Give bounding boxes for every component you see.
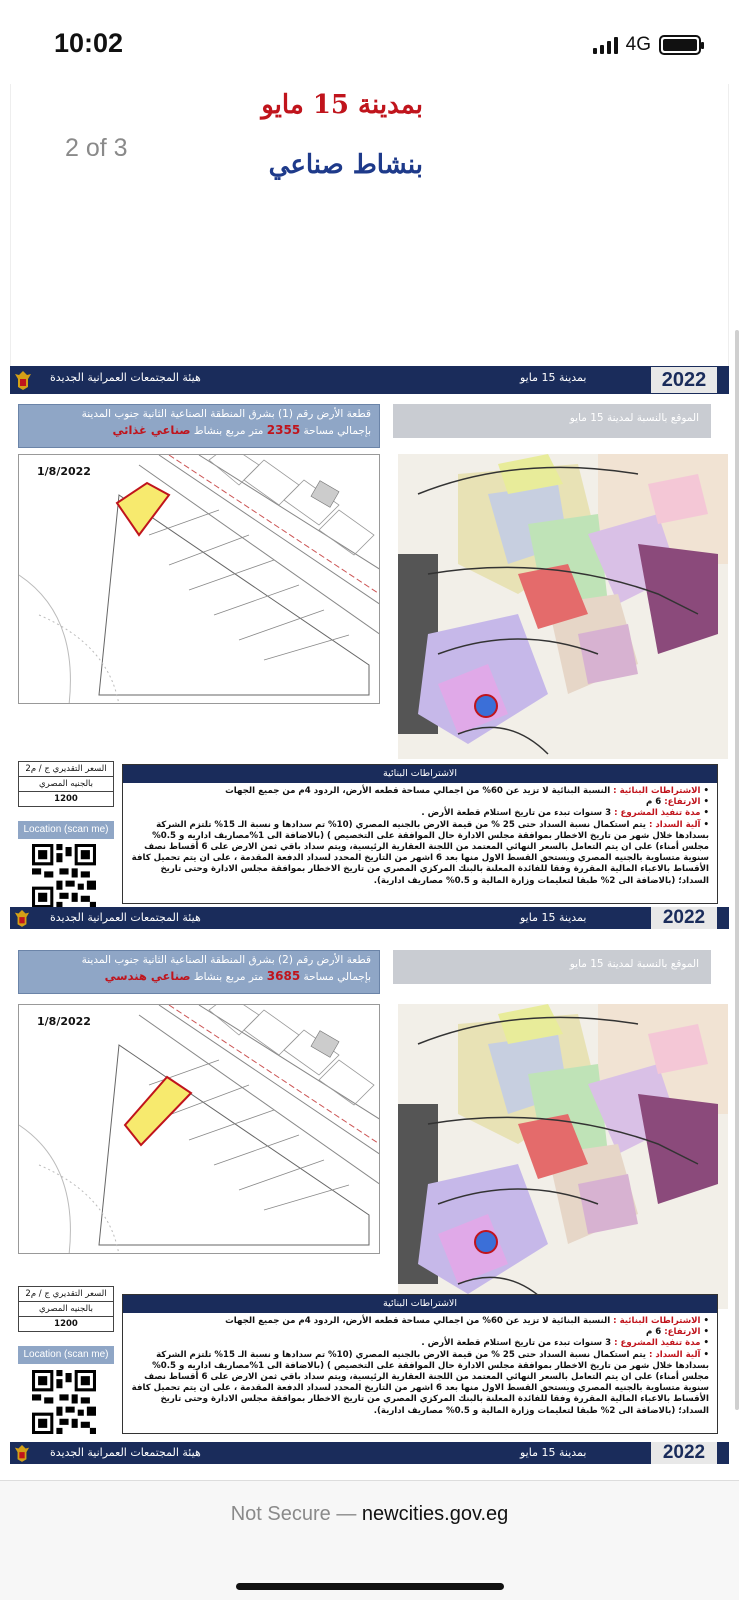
plot-title: قطعة الأرض رقم (1) بشرق المنطقة الصناعية الثانية جنوب المدينة: [81, 408, 371, 420]
slide-city: بمدينة 15 مايو: [520, 371, 587, 384]
plot-area: 2355: [266, 423, 301, 437]
sketch-date: 1/8/2022: [37, 465, 91, 478]
location-title: الموقع بالنسبة لمدينة 15 مايو: [393, 404, 711, 438]
page-title-city: بمدينة 15 مايو: [261, 90, 423, 120]
sketch-drawing: [19, 455, 380, 704]
plot-activity: صناعي هندسي: [104, 969, 191, 983]
not-secure-label: Not Secure: [230, 1503, 331, 1525]
price-currency: بالجنيه المصري: [19, 1302, 113, 1317]
signal-icon: [593, 36, 618, 54]
address-text[interactable]: Not Secure — newcities.gov.eg: [230, 1503, 509, 1525]
conditions-body: • الاشتراطات البنائية : النسبة البنائية لا تزيد عن 60% من اجمالي مساحة قطعه الأرض، الردود 4م من جميع الجهات • الارتفاع: 6 م • مدة تنفيذ المشروع : 3 سنوات تبدء من تاريخ استلام قطعة الأرض . • آلية السداد : يتم استكمال نسبة السداد حتى 25 % من قيمة الارض بالجنيه المصري (10% تم سدادها و نسبة الـ 15% تلتزم الشركة بسدادها خلال شهر من تاريخ الاخطار بموافقة مجلس الادارة حال الموافقة على التخصيص ) (بالاضافة الى 1%مصاريف اداريه و 0.5% مجلس أمناء) على ان يتم التعامل بالسعر النهائي المعتمد من اللجنة العقارية الرئيسية، ويتم سداد باقي ثمن الارض على 6 أقساط نصف سنوية متساوية بالجنيه المصري ويستحق القسط الاول منها بعد 6 اشهر من التاريخ المحدد لسداد الدفعة المقدمة ، على ان يتم تحميل كافة الأقساط بالاعباء المالية المقررة وفقا للفائدة المعلنة بالبنك المركزي المصري من تاريخ الاخطار بموافقة مجلس الادارة وحتى تاريخ السداد؛ (بالاضافة الى 2% طبقا لتعليمات وزارة المالية و 0.5% مصاريف ادارية).: [131, 786, 709, 886]
slide-year: 2022: [651, 367, 717, 393]
status-indicators: [593, 34, 701, 56]
location-marker-icon: [475, 695, 497, 717]
price-header: السعر التقديري ج / م2: [19, 1287, 113, 1302]
qr-code-icon[interactable]: [32, 1370, 96, 1434]
url-domain: newcities.gov.eg: [361, 1503, 509, 1525]
conditions-title: الاشتراطات البنائية: [123, 765, 717, 783]
plot-activity: صناعي غذائي: [112, 423, 191, 437]
price-currency: بالجنيه المصري: [19, 777, 113, 792]
plot-title: قطعة الأرض رقم (2) بشرق المنطقة الصناعية الثانية جنوب المدينة: [81, 954, 371, 966]
document-page-top: [10, 84, 729, 366]
scrollbar[interactable]: [735, 330, 739, 1410]
egypt-eagle-icon: [14, 908, 30, 928]
page-title-activity: بنشاط صناعي: [268, 150, 423, 180]
egypt-eagle-icon: [14, 369, 32, 391]
plot-slide-1: [10, 366, 729, 928]
plot-sketch: [18, 1004, 380, 1254]
slide-footer: هيئة المجتمعات العمرانية الجديدة بمدينة 15 مايو 2022: [10, 1442, 729, 1464]
plot-area-line: بإجمالي مساحة 2355 متر مربع بنشاط صناعي غذائي: [112, 423, 371, 437]
plot-slide-2: [10, 934, 729, 1479]
status-bar: [0, 0, 739, 84]
plot-description: [18, 950, 380, 994]
slide-footer: هيئة المجتمعات العمرانية الجديدة بمدينة 15 مايو 2022: [10, 907, 729, 929]
network-type: 4G: [625, 34, 651, 55]
location-marker-icon: [475, 1231, 497, 1253]
price-table: [18, 761, 114, 807]
qr-code-icon[interactable]: [32, 844, 96, 908]
battery-icon: [659, 35, 701, 55]
location-title: الموقع بالنسبة لمدينة 15 مايو: [393, 950, 711, 984]
map-drawing: [398, 1004, 728, 1309]
location-scan-button[interactable]: Location (scan me): [18, 821, 114, 839]
egypt-eagle-icon: [14, 1443, 30, 1463]
conditions-box: [122, 1294, 718, 1434]
plot-area-line: بإجمالي مساحة 3685 متر مربع بنشاط صناعي هندسي: [104, 969, 371, 983]
slide-header: [10, 366, 729, 394]
conditions-title: الاشتراطات البنائية: [123, 1295, 717, 1313]
slide-org: هيئة المجتمعات العمرانية الجديدة: [50, 371, 201, 384]
city-location-map: [398, 454, 728, 759]
map-drawing: [398, 454, 728, 759]
price-table: [18, 1286, 114, 1332]
home-indicator[interactable]: [236, 1583, 504, 1590]
conditions-body: • الاشتراطات البنائية : النسبة البنائية لا تزيد عن 60% من اجمالي مساحة قطعه الأرض، الردود 4م من جميع الجهات • الارتفاع: 6 م • مدة تنفيذ المشروع : 3 سنوات تبدء من تاريخ استلام قطعة الأرض . • آلية السداد : يتم استكمال نسبة السداد حتى 25 % من قيمة الارض بالجنيه المصري (10% تم سدادها و نسبة الـ 15% تلتزم الشركة بسدادها خلال شهر من تاريخ الاخطار بموافقة مجلس الادارة حال الموافقة على التخصيص ) (بالاضافة الى 1%مصاريف اداريه و 0.5% مجلس أمناء) على ان يتم التعامل بالسعر النهائي المعتمد من اللجنة العقارية الرئيسية، ويتم سداد باقي ثمن الارض على 6 أقساط نصف سنوية متساوية بالجنيه المصري ويستحق القسط الاول منها بعد 6 اشهر من التاريخ المحدد لسداد الدفعة المقدمة ، على ان يتم تحميل كافة الأقساط بالاعباء المالية المقررة وفقا للفائدة المعلنة بالبنك المركزي المصري من تاريخ الاخطار بموافقة مجلس الادارة وحتى تاريخ السداد؛ (بالاضافة الى 2% طبقا لتعليمات وزارة المالية و 0.5% مصاريف ادارية).: [131, 1316, 709, 1416]
price-header: السعر التقديري ج / م2: [19, 762, 113, 777]
plot-sketch: [18, 454, 380, 704]
page-counter: 2 of 3: [65, 134, 128, 162]
browser-address-bar[interactable]: [0, 1480, 739, 1600]
location-scan-button[interactable]: Location (scan me): [18, 1346, 114, 1364]
highlighted-plot: [125, 1077, 191, 1145]
sketch-drawing: [19, 1005, 380, 1254]
plot-area: 3685: [266, 969, 301, 983]
city-location-map: [398, 1004, 728, 1309]
price-value: 1200: [54, 794, 78, 804]
highlighted-plot: [117, 483, 169, 535]
price-value: 1200: [54, 1319, 78, 1329]
status-time: 10:02: [54, 28, 124, 58]
plot-description: [18, 404, 380, 448]
conditions-box: [122, 764, 718, 904]
sketch-date: 1/8/2022: [37, 1015, 91, 1028]
